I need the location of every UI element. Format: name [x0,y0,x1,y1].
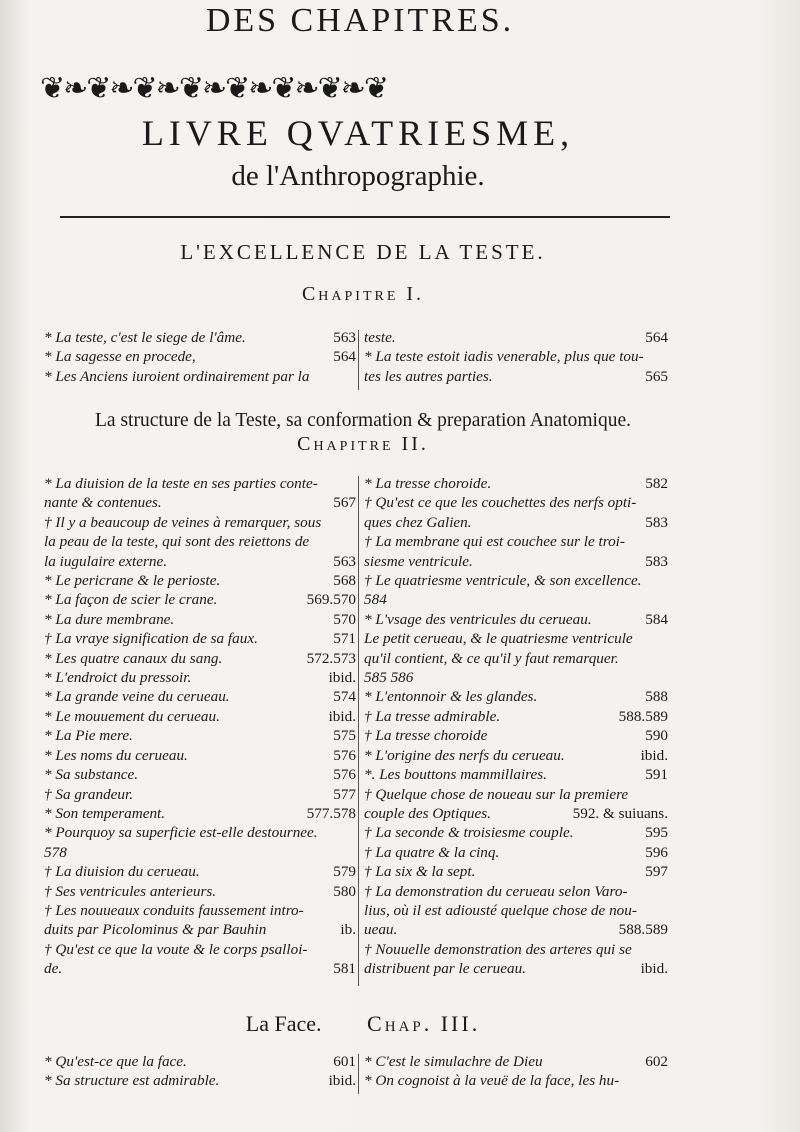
toc-entry-text: duits par Picolominus & par Bauhin [44,921,267,939]
toc-entry-text: † Sa grandeur. [44,785,134,803]
toc-column-left [44,328,356,386]
toc-entry [44,629,356,648]
toc-entry-page: ibid. [328,669,356,687]
toc-entry [44,765,356,784]
toc-entry-text: † La vraye signification de sa faux. [44,630,258,648]
toc-entry-text: * L'origine des nerfs du cerueau. [364,746,565,764]
toc-entry-text: † Ses ventricules anterieurs. [44,882,217,900]
toc-entry [364,552,668,571]
toc-entry [364,328,668,347]
toc-entry-text: * Les quatre canaux du sang. [44,649,223,667]
toc-entry [44,901,356,920]
toc-entry-text: * La tresse choroide. [364,475,492,492]
toc-entry [364,493,668,512]
toc-entry-text: * C'est le simulachre de Dieu [364,1053,543,1070]
toc-column-left [44,474,356,979]
toc-entry [44,493,356,512]
toc-entry-text: † Les nouueaux conduits faussement intro- [44,901,304,919]
toc-entry-text: * La dure membrane. [44,610,175,628]
toc-entry-page: 583 [645,552,668,570]
toc-entry-text: * Le mouuement du cerueau. [44,707,220,725]
toc-entry-text: 585 586 [364,669,414,687]
toc-entry [44,959,356,978]
toc-entry-text: * Sa substance. [44,766,139,784]
toc-entry-page: 574 [333,688,356,706]
toc-entry-text: * Pourquoy sa superficie est-elle destournee. [44,824,318,842]
toc-entry-page: 563 [333,552,356,570]
toc-entry [44,1052,356,1071]
title-rule [60,216,670,218]
section-heading-face [48,1011,678,1037]
fleuron-ornament: ❦❧❦❧❦❧❦❧❦❧❦❧❦❧❦ [40,71,388,106]
toc-entry [364,532,668,551]
running-head: DES CHAPITRES. [205,2,515,39]
toc-entry-page: 588 [645,688,668,706]
toc-entry-text: tes les autres parties. [364,367,493,385]
toc-entry-text: ueau. [364,921,398,939]
toc-entry-text: * Les Anciens iuroient ordinairement par la [44,367,310,385]
toc-entry-text: * La teste, c'est le siege de l'âme. [44,329,246,346]
toc-entry-page: 572.573 [306,649,356,667]
toc-entry [364,1071,668,1090]
ornament-band [40,68,675,110]
toc-entry-text: * Son temperament. [44,804,166,822]
toc-entry [44,823,356,842]
toc-entry-text: † La membrane qui est couchee sur le troi- [364,533,625,551]
toc-entry-text: † Nouuelle demonstration des arteres qui se [364,940,632,958]
toc-entry [44,649,356,668]
toc-entry [364,513,668,532]
toc-entry-page: 590 [645,727,668,745]
toc-entry-text: * La diuision de la teste en ses parties conte- [44,475,318,492]
toc-entry [44,532,356,551]
section-title-excellence: L'EXCELLENCE DE LA TESTE. [180,240,546,264]
column-divider [358,1054,359,1094]
toc-entry-page: ibid. [328,1072,356,1090]
toc-entry-text: * L'endroict du pressoir. [44,669,192,687]
toc-column-right [364,1052,668,1091]
toc-entry-text: † La tresse choroide [364,727,488,745]
toc-entry-text: teste. [364,329,396,346]
toc-entry-page: 576 [333,746,356,764]
toc-entry-page: 602 [645,1053,668,1070]
toc-entry-page: 581 [333,960,356,978]
toc-entry [44,804,356,823]
toc-entry [364,785,668,804]
toc-entry-text: * Qu'est-ce que la face. [44,1053,187,1070]
toc-entry-text: † La tresse admirable. [364,707,501,725]
section-title-face: La Face. [245,1011,322,1036]
column-divider [358,330,359,390]
toc-entry-text: de. [44,960,63,978]
toc-entry-page: 570 [333,610,356,628]
toc-entry [364,367,668,386]
toc-entry [364,901,668,920]
toc-entry [364,920,668,939]
toc-entry [44,513,356,532]
toc-entry-text: * La grande veine du cerueau. [44,688,230,706]
toc-entry-text: * La Pie mere. [44,727,133,745]
toc-entry-page: ib. [340,921,356,939]
toc-entry-page: 571 [333,630,356,648]
toc-entry-text: * Sa structure est admirable. [44,1072,220,1090]
toc-entry-text: la iugulaire externe. [44,552,168,570]
toc-entry [364,347,668,366]
toc-entry [44,785,356,804]
toc-entry-text: * Les noms du cerueau. [44,746,188,764]
toc-entry-text: † La quatre & la cinq. [364,843,500,861]
toc-entry [44,474,356,493]
chapter-label-1: Chapitre I. [301,283,425,305]
toc-entry-page: 591 [645,766,668,784]
toc-entry-text: † Qu'est ce que la voute & le corps psalloi- [44,940,308,958]
toc-entry [44,590,356,609]
toc-entry-text: † Qu'est ce que les couchettes des nerfs opti- [364,494,637,512]
toc-entry-page: 568 [333,572,356,590]
toc-entry [44,940,356,959]
toc-entry [364,629,668,648]
toc-entry-text: Le petit cerueau, & le quatriesme ventricule [364,630,633,648]
toc-entry [44,610,356,629]
book-title: LIVRE QVATRIESME, [141,113,575,153]
toc-entry-text: 578 [44,843,67,861]
toc-entry [44,571,356,590]
toc-entry [44,862,356,881]
toc-entry-text: * La façon de scier le crane. [44,591,218,609]
toc-entry-text: * L'vsage des ventricules du cerueau. [364,610,592,628]
toc-entry-text: * L'entonnoir & les glandes. [364,688,538,706]
column-divider [358,476,359,986]
toc-entry [44,1071,356,1090]
toc-entry-page: 577.578 [306,804,356,822]
toc-entry-page: 564 [645,329,668,346]
section-title-structure: La structure de la Teste, sa conformation & preparation Anatomique. [95,410,631,431]
toc-entry-page: 564 [333,348,356,366]
toc-entry-page: 601 [333,1053,356,1070]
toc-entry [44,687,356,706]
toc-entry-text: † Il y a beaucoup de veines à remarquer, sous [44,513,322,531]
toc-entry [364,571,668,590]
toc-entry-text: nante & contenues. [44,494,162,512]
toc-entry [44,552,356,571]
toc-entry [364,610,668,629]
toc-entry [364,765,668,784]
toc-entry [44,328,356,347]
toc-entry-text: couple des Optiques. [364,804,491,822]
toc-entry [364,843,668,862]
toc-entry [44,882,356,901]
toc-entry [364,746,668,765]
toc-column-right [364,474,668,979]
toc-entry [364,804,668,823]
toc-entry [364,823,668,842]
toc-entry [364,940,668,959]
toc-entry-page: 592. & suiuans. [572,804,668,822]
toc-entry-page: 577 [333,785,356,803]
toc-entry [364,959,668,978]
toc-entry [44,746,356,765]
toc-entry-page: ibid. [640,746,668,764]
toc-entry-text: lius, où il est adiousté quelque chose de nou- [364,901,637,919]
toc-entry-text: siesme ventricule. [364,552,473,570]
chapter-label-3: Chap. III. [367,1011,481,1036]
toc-entry [44,843,356,862]
toc-entry-text: † La diuision du cerueau. [44,863,200,881]
toc-entry [364,1052,668,1071]
toc-entry-page: 563 [333,329,356,346]
chapter-label-2: Chapitre II. [297,433,429,455]
toc-entry-page: 588.589 [618,921,668,939]
toc-entry [364,882,668,901]
toc-entry [364,862,668,881]
toc-entry-page: ibid. [640,960,668,978]
toc-entry-page: 597 [645,863,668,881]
toc-entry-text: 584 [364,591,387,609]
book-subtitle: de l'Anthropographie. [231,160,485,192]
toc-entry [364,668,668,687]
toc-entry-text: † La demonstration du cerueau selon Varo- [364,882,628,900]
toc-entry-text: distribuent par le cerueau. [364,960,526,978]
toc-entry [364,707,668,726]
toc-entry [364,649,668,668]
toc-entry-text: * La teste estoit iadis venerable, plus que tou- [364,348,644,366]
toc-entry-text: * On cognoist à la veuë de la face, les hu- [364,1072,620,1090]
toc-entry-page: 576 [333,766,356,784]
toc-entry [44,668,356,687]
toc-entry-page: 569.570 [306,591,356,609]
toc-entry-text: *. Les bouttons mammillaires. [364,766,547,784]
toc-entry [364,726,668,745]
toc-entry-page: 579 [333,863,356,881]
toc-entry-text: † Le quatriesme ventricule, & son excellence. [364,572,642,590]
toc-entry-text: ques chez Galien. [364,513,472,531]
toc-entry-page: 596 [645,843,668,861]
toc-entry [44,707,356,726]
toc-entry-page: ibid. [328,707,356,725]
toc-entry-text: † La six & la sept. [364,863,476,881]
toc-entry-page: 583 [645,513,668,531]
toc-entry-page: 575 [333,727,356,745]
toc-entry-page: 595 [645,824,668,842]
toc-entry [44,920,356,939]
toc-entry-page: 580 [333,882,356,900]
toc-entry [44,347,356,366]
toc-entry-text: † La seconde & troisiesme couple. [364,824,574,842]
toc-column-left [44,1052,356,1091]
toc-entry-text: * La sagesse en procede, [44,348,196,366]
toc-entry-page: 588.589 [618,707,668,725]
toc-entry [364,590,668,609]
toc-entry-page: 565 [645,367,668,385]
toc-entry-page: 582 [645,475,668,492]
toc-entry-page: 567 [333,494,356,512]
toc-entry [364,474,668,493]
toc-entry [44,726,356,745]
toc-column-right [364,328,668,386]
toc-entry-text: * Le pericrane & le perioste. [44,572,221,590]
toc-entry-text: qu'il contient, & ce qu'il y faut remarquer. [364,649,619,667]
toc-entry-text: † Quelque chose de noueau sur la premiere [364,785,629,803]
toc-entry [364,687,668,706]
toc-entry-text: la peau de la teste, qui sont des reiettons de [44,533,310,551]
toc-entry-page: 584 [645,610,668,628]
toc-entry [44,367,356,386]
